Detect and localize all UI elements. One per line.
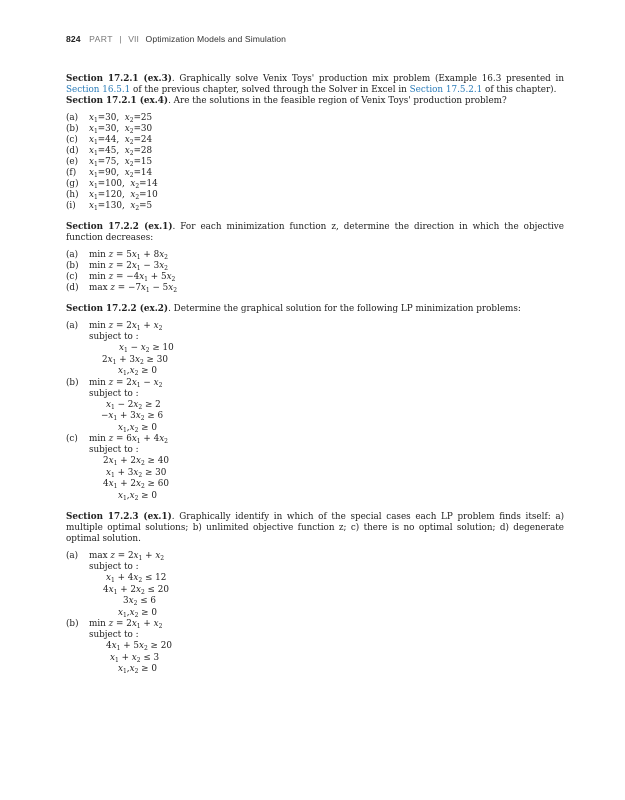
constraint: $x_1 + 3x_2 \ge 30$ <box>106 467 167 479</box>
lp-objective <box>66 378 564 389</box>
exercise-text: . Are the solutions in the feasible region of Venix Toys' production problem? <box>168 96 507 106</box>
objective-function: $\min z = 2x_1 + x_2$ <box>89 619 163 630</box>
item-value: $x_1=120$, $x_2=10$ <box>89 190 158 201</box>
constraint: $x_1 - 2x_2 \ge 2$ <box>106 399 161 411</box>
constraint: $-x_1 + 3x_2 \ge 6$ <box>101 411 164 422</box>
section-heading: Section 17.2.3 (ex.1) <box>66 512 172 522</box>
subject-to-label: subject to : <box>89 562 139 572</box>
objective-function: $\min z = -4x_1 + 5x_2$ <box>89 272 176 283</box>
lp-problem <box>66 434 564 502</box>
exercise-17-2-1-ex4 <box>66 96 564 107</box>
lp-objective <box>66 551 564 562</box>
item-value: $x_1=75$, $x_2=15$ <box>89 157 153 168</box>
item-label: (e) <box>66 157 79 167</box>
item-label: (b) <box>66 124 79 134</box>
constraint: $3x_2 \le 6$ <box>123 596 156 607</box>
item-label: (c) <box>66 434 78 444</box>
section-link-17-5-2-1[interactable]: Section 17.5.2.1 <box>409 85 483 95</box>
item-label: (c) <box>66 272 78 282</box>
exercise-17-2-1-ex3 <box>66 74 564 96</box>
constraint: $x_1,x_2 \ge 0$ <box>118 490 157 502</box>
lp-problem-list <box>66 551 564 676</box>
item-value: $x_1=45$, $x_2=28$ <box>89 146 153 157</box>
lp-problem <box>66 378 564 435</box>
item-label: (b) <box>66 261 79 271</box>
running-header <box>66 34 286 44</box>
list-item <box>66 272 564 283</box>
item-value: $x_1=30$, $x_2=25$ <box>89 113 153 124</box>
constraint: $x_1 + 4x_2 \le 12$ <box>106 573 167 584</box>
list-item <box>66 250 564 261</box>
constraint: $x_1,x_2 \ge 0$ <box>118 664 157 675</box>
list-item <box>66 283 564 294</box>
constraint: $x_1,x_2 \ge 0$ <box>118 422 157 434</box>
subject-to-label: subject to : <box>89 388 139 399</box>
list-item <box>66 157 564 168</box>
constraint: $x_1,x_2 \ge 0$ <box>118 366 157 377</box>
objective-function: $\min z = 2x_1 - 3x_2$ <box>89 261 168 272</box>
constraint: $4x_1 + 2x_2 \le 20$ <box>103 584 169 596</box>
item-value: $x_1=44$, $x_2=24$ <box>89 135 153 146</box>
header-title: Optimization Models and Simulation <box>145 34 287 44</box>
subject-to-label: subject to : <box>89 332 139 342</box>
list-item <box>66 146 564 157</box>
item-label: (c) <box>66 135 78 145</box>
section-heading: Section 17.2.2 (ex.2) <box>66 304 169 314</box>
page-number: 824 <box>66 34 81 44</box>
item-label: (g) <box>66 179 79 189</box>
section-link-16-5-1[interactable]: Section 16.5.1 <box>66 85 131 95</box>
item-value: $x_1=30$, $x_2=30$ <box>89 124 153 135</box>
list-item <box>66 190 564 201</box>
objective-function: $\min z = 2x_1 + x_2$ <box>89 321 163 332</box>
lp-objective <box>66 434 564 445</box>
exercise-text: . Determine the graphical solution for the following LP minimization problems: <box>168 304 521 314</box>
section-heading: Section 17.2.2 (ex.1) <box>66 222 173 232</box>
constraint: $x_1 + x_2 \le 3$ <box>110 652 160 664</box>
list-item <box>66 135 564 146</box>
lp-problem <box>66 619 564 676</box>
objective-function: $\min z = 5x_1 + 8x_2$ <box>89 250 168 261</box>
exercise-text: of this chapter). <box>482 85 557 95</box>
solution-list <box>66 113 564 212</box>
item-label: (a) <box>66 113 79 123</box>
part-label: PART <box>89 34 113 44</box>
list-item <box>66 168 564 179</box>
constraint: $x_1,x_2 \ge 0$ <box>118 607 157 619</box>
list-item <box>66 113 564 124</box>
subject-to-label: subject to : <box>89 630 139 640</box>
objective-function: $\max z = 2x_1 + x_2$ <box>89 551 165 562</box>
exercise-text: . For each minimization function z, determine the direction in which the objective function decreases: <box>66 222 564 243</box>
page-content <box>66 74 564 676</box>
exercise-17-2-2-ex1 <box>66 222 564 244</box>
constraint: $4x_1 + 2x_2 \ge 60$ <box>103 479 169 490</box>
item-value: $x_1=100$, $x_2=14$ <box>89 179 158 190</box>
item-value: $x_1=90$, $x_2=14$ <box>89 168 153 179</box>
subject-to-label: subject to : <box>89 445 139 455</box>
lp-problem-list <box>66 321 564 502</box>
exercise-17-2-3-ex1 <box>66 512 564 545</box>
section-heading: Section 17.2.1 (ex.4) <box>66 96 169 106</box>
lp-problem <box>66 321 564 378</box>
exercise-text: of the previous chapter, solved through the Solver in Excel in <box>130 85 410 95</box>
part-numeral: VII <box>128 34 140 44</box>
item-label: (a) <box>66 250 79 260</box>
constraint: $4x_1 + 5x_2 \ge 20$ <box>106 641 172 652</box>
lp-objective <box>66 619 564 630</box>
objective-function-list <box>66 250 564 294</box>
item-label: (b) <box>66 377 79 388</box>
lp-problem <box>66 551 564 619</box>
list-item <box>66 124 564 135</box>
exercise-text: . Graphically identify in which of the special cases each LP problem finds itself: a) multiple optimal solutions; b) unlimited objective function z; c) there is no optimal solution; d) degenerate optimal solution. <box>66 512 564 544</box>
list-item <box>66 201 564 212</box>
constraint: $x_1 - x_2 \ge 10$ <box>119 343 174 354</box>
list-item <box>66 179 564 190</box>
item-value: $x_1=130$, $x_2=5$ <box>89 201 153 212</box>
constraint: $2x_1 + 2x_2 \ge 40$ <box>103 456 169 467</box>
objective-function: $\min z = 6x_1 + 4x_2$ <box>89 434 168 445</box>
item-label: (a) <box>66 321 79 331</box>
item-label: (b) <box>66 619 79 629</box>
header-separator: | <box>119 34 122 44</box>
item-label: (d) <box>66 146 79 156</box>
item-label: (i) <box>66 201 76 211</box>
item-label: (f) <box>66 168 77 178</box>
section-heading: Section 17.2.1 (ex.3) <box>66 74 172 84</box>
list-item <box>66 261 564 272</box>
lp-objective <box>66 321 564 332</box>
item-label: (d) <box>66 283 79 293</box>
objective-function: $\max z = -7x_1 - 5x_2$ <box>89 283 178 294</box>
exercise-text: . Graphically solve Venix Toys' production mix problem (Example 16.3 presented in <box>171 74 564 84</box>
objective-function: $\min z = 2x_1 - x_2$ <box>89 377 163 389</box>
constraint: $2x_1 + 3x_2 \ge 30$ <box>102 354 168 366</box>
exercise-17-2-2-ex2 <box>66 304 564 315</box>
item-label: (h) <box>66 190 79 200</box>
item-label: (a) <box>66 551 79 561</box>
